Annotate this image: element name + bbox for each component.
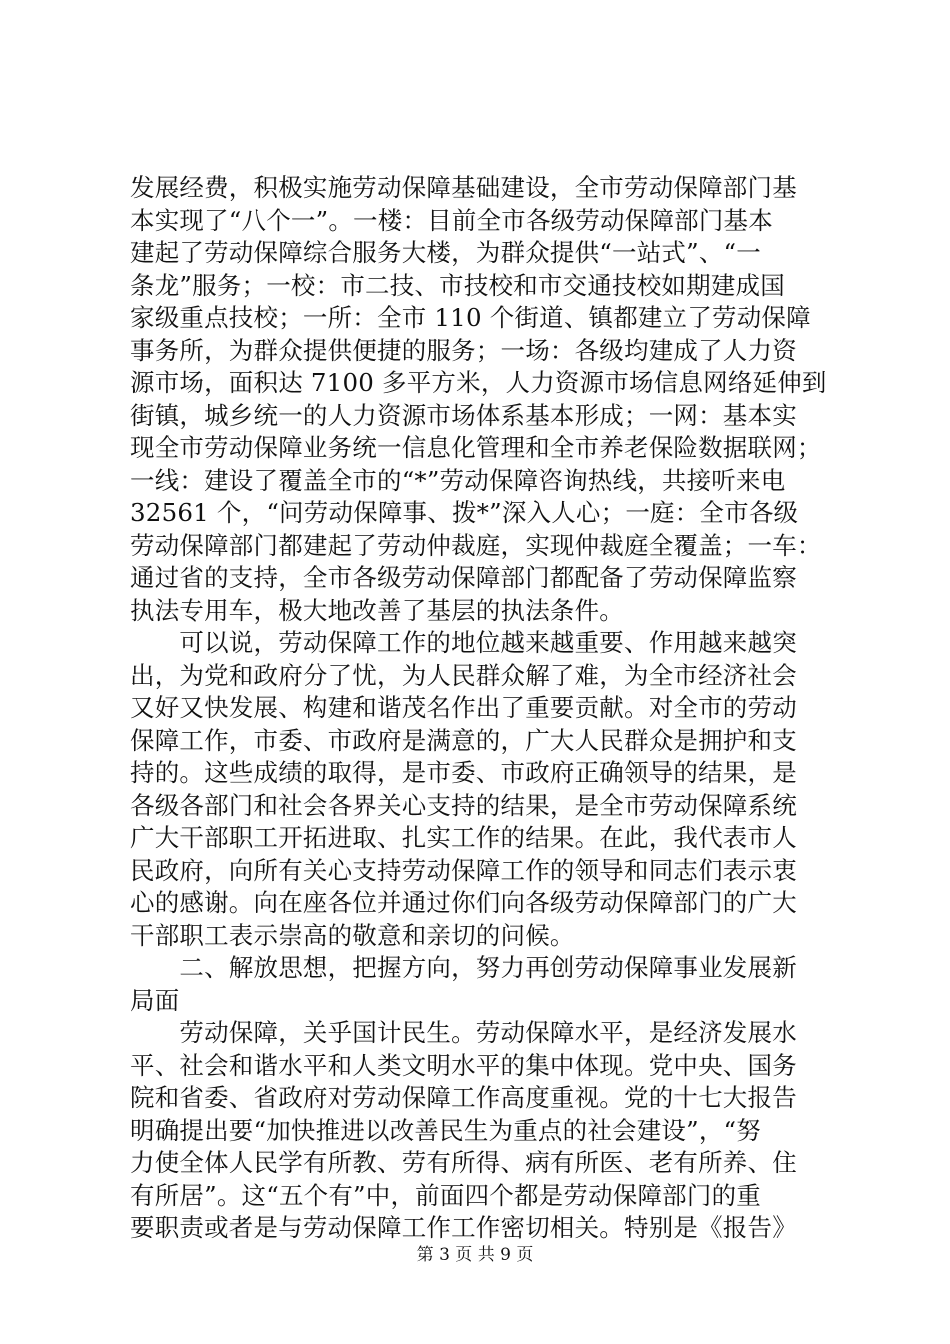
text-line: 劳动保障，关乎国计民生。劳动保障水平，是经济发展水 — [130, 1018, 797, 1047]
text-line: 力使全体人民学有所教、劳有所得、病有所医、老有所养、住 — [130, 1148, 797, 1177]
text-line: 劳动保障部门都建起了劳动仲裁庭，实现仲裁庭全覆盖；一车： — [130, 530, 822, 560]
text-line: 院和省委、省政府对劳动保障工作高度重视。党的十七大报告 — [130, 1083, 797, 1112]
text-line: 各级各部门和社会各界关心支持的结果，是全市劳动保障系统 — [130, 790, 797, 820]
text-line: 民政府，向所有关心支持劳动保障工作的领导和同志们表示衷 — [130, 855, 797, 885]
text-line: 发展经费，积极实施劳动保障基础建设，全市劳动保障部门基 — [130, 173, 797, 202]
section-heading-line: 局面 — [130, 985, 180, 1015]
text-line: 有所居”。这“五个有”中，前面四个都是劳动保障部门的重 — [130, 1180, 761, 1210]
text-line: 平、社会和谐水平和人类文明水平的集中体现。党中央、国务 — [130, 1050, 797, 1080]
text-line: 持的。这些成绩的取得，是市委、市政府正确领导的结果，是 — [130, 758, 797, 787]
text-line: 干部职工表示崇高的敬意和亲切的问候。 — [130, 920, 575, 950]
text-line: 现全市劳动保障业务统一信息化管理和全市养老保险数据联网； — [130, 433, 822, 462]
text-line: 执法专用车，极大地改善了基层的执法条件。 — [130, 595, 624, 625]
text-line: 本实现了“八个一”。一楼：目前全市各级劳动保障部门基本 — [130, 205, 773, 235]
text-line: 要职责或者是与劳动保障工作工作密切相关。特别是《报告》 — [130, 1213, 797, 1242]
text-line: 通过省的支持，全市各级劳动保障部门都配备了劳动保障监察 — [130, 563, 797, 592]
text-line: 一线：建设了覆盖全市的“*”劳动保障咨询热线，共接听来电 — [130, 465, 786, 495]
text-line: 街镇，城乡统一的人力资源市场体系基本形成；一网：基本实 — [130, 400, 797, 430]
text-line: 可以说，劳动保障工作的地位越来越重要、作用越来越突 — [130, 628, 797, 657]
text-line: 保障工作，市委、市政府是满意的，广大人民群众是拥护和支 — [130, 725, 797, 755]
text-line: 又好又快发展、构建和谐茂名作出了重要贡献。对全市的劳动 — [130, 693, 797, 722]
section-heading-line: 二、解放思想，把握方向，努力再创劳动保障事业发展新 — [130, 953, 797, 982]
text-line: 源市场，面积达 7100 多平方米，人力资源市场信息网络延伸到 — [130, 368, 827, 397]
page-number-footer: 第 3 页 共 9 页 — [416, 1245, 534, 1265]
text-line: 条龙”服务；一校：市二技、市技校和市交通技校如期建成国 — [130, 270, 785, 300]
text-line: 建起了劳动保障综合服务大楼，为群众提供“一站式”、“一 — [130, 238, 761, 267]
text-line: 明确提出要“加快推进以改善民生为重点的社会建设”，“努 — [130, 1115, 761, 1145]
text-line: 家级重点技校；一所：全市 110 个街道、镇都建立了劳动保障 — [130, 303, 811, 332]
text-line: 广大干部职工开拓进取、扎实工作的结果。在此，我代表市人 — [130, 823, 797, 852]
text-line: 出，为党和政府分了忧，为人民群众解了难，为全市经济社会 — [130, 660, 797, 690]
document-body — [130, 172, 830, 1245]
text-line: 事务所，为群众提供便捷的服务；一场：各级均建成了人力资 — [130, 335, 797, 365]
text-line: 32561 个，“问劳动保障事、拨*”深入人心；一庭：全市各级 — [130, 498, 799, 527]
text-line: 心的感谢。向在座各位并通过你们向各级劳动保障部门的广大 — [130, 888, 797, 917]
